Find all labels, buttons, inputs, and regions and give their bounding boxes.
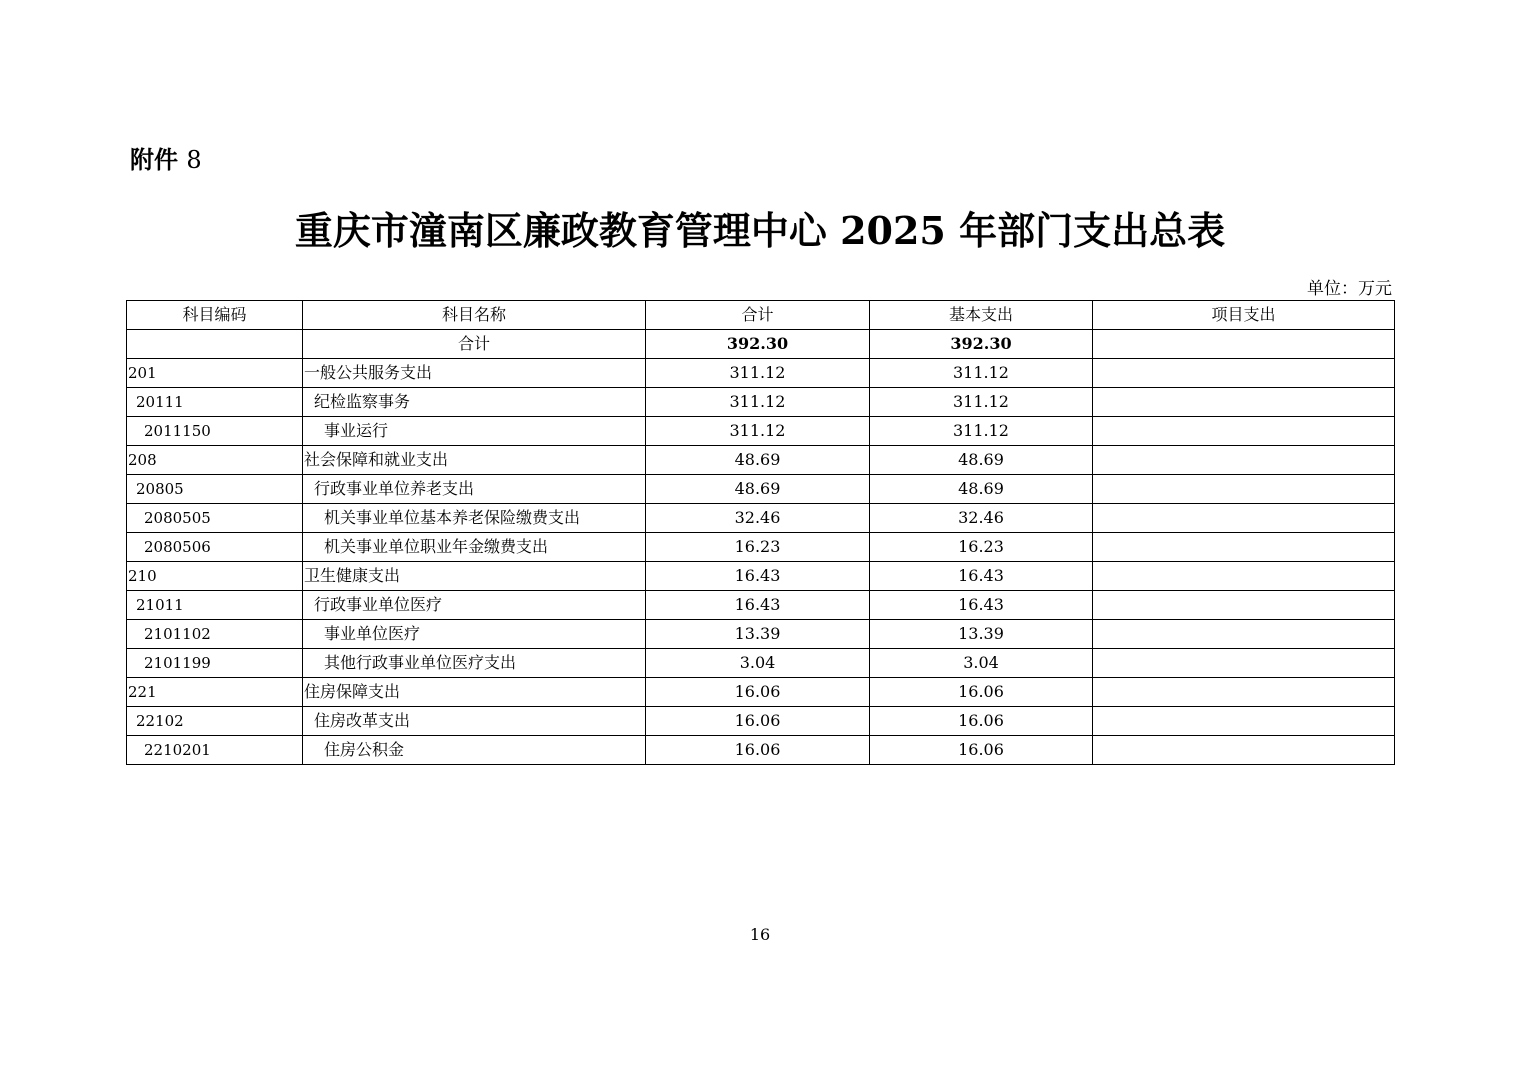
row-code: 2080505 [127, 504, 303, 533]
row-basic: 311.12 [870, 417, 1093, 446]
row-name: 住房公积金 [303, 736, 646, 765]
total-row [127, 330, 1395, 359]
row-basic: 311.12 [870, 388, 1093, 417]
column-header-project: 项目支出 [1093, 301, 1395, 330]
table-header-row [127, 301, 1395, 330]
table-row [127, 475, 1395, 504]
total-row-project [1093, 330, 1395, 359]
row-project [1093, 504, 1395, 533]
row-code: 210 [127, 562, 303, 591]
column-header-total: 合计 [646, 301, 870, 330]
table-row [127, 417, 1395, 446]
row-name: 机关事业单位职业年金缴费支出 [303, 533, 646, 562]
row-project [1093, 591, 1395, 620]
row-basic: 48.69 [870, 475, 1093, 504]
table-row [127, 649, 1395, 678]
table-row [127, 388, 1395, 417]
table-row [127, 562, 1395, 591]
attachment-label [130, 140, 202, 175]
table-row [127, 620, 1395, 649]
table-row [127, 446, 1395, 475]
page-title: 重庆市潼南区廉政教育管理中心 2025 年部门支出总表 [294, 208, 1226, 253]
row-project [1093, 359, 1395, 388]
row-code: 2210201 [127, 736, 303, 765]
row-name: 其他行政事业单位医疗支出 [303, 649, 646, 678]
column-header-name: 科目名称 [303, 301, 646, 330]
row-code: 2080506 [127, 533, 303, 562]
row-project [1093, 620, 1395, 649]
row-project [1093, 475, 1395, 504]
table-row [127, 504, 1395, 533]
row-name: 住房改革支出 [303, 707, 646, 736]
total-row-name: 合计 [303, 330, 646, 359]
row-name: 机关事业单位基本养老保险缴费支出 [303, 504, 646, 533]
row-name: 住房保障支出 [303, 678, 646, 707]
row-name: 事业运行 [303, 417, 646, 446]
unit-label: 单位：万元 [1307, 279, 1392, 299]
row-name: 纪检监察事务 [303, 388, 646, 417]
table-row [127, 533, 1395, 562]
total-row-code [127, 330, 303, 359]
column-header-code: 科目编码 [127, 301, 303, 330]
row-basic: 16.23 [870, 533, 1093, 562]
table-row [127, 359, 1395, 388]
row-total: 311.12 [646, 388, 870, 417]
row-code: 2011150 [127, 417, 303, 446]
row-project [1093, 446, 1395, 475]
row-total: 48.69 [646, 475, 870, 504]
row-total: 32.46 [646, 504, 870, 533]
row-name: 事业单位医疗 [303, 620, 646, 649]
row-total: 3.04 [646, 649, 870, 678]
row-code: 22102 [127, 707, 303, 736]
row-code: 20111 [127, 388, 303, 417]
row-code: 21011 [127, 591, 303, 620]
row-code: 221 [127, 678, 303, 707]
row-code: 208 [127, 446, 303, 475]
row-basic: 16.06 [870, 707, 1093, 736]
row-project [1093, 417, 1395, 446]
row-name: 行政事业单位养老支出 [303, 475, 646, 504]
row-total: 16.43 [646, 591, 870, 620]
row-total: 311.12 [646, 359, 870, 388]
column-header-basic: 基本支出 [870, 301, 1093, 330]
row-basic: 48.69 [870, 446, 1093, 475]
row-basic: 16.43 [870, 591, 1093, 620]
row-basic: 16.06 [870, 736, 1093, 765]
row-project [1093, 678, 1395, 707]
row-total: 16.43 [646, 562, 870, 591]
row-total: 311.12 [646, 417, 870, 446]
attachment-label-text: 附件 [130, 146, 178, 174]
total-row-total: 392.30 [646, 330, 870, 359]
row-basic: 311.12 [870, 359, 1093, 388]
row-total: 16.23 [646, 533, 870, 562]
row-code: 201 [127, 359, 303, 388]
row-total: 16.06 [646, 707, 870, 736]
row-project [1093, 388, 1395, 417]
total-row-basic: 392.30 [870, 330, 1093, 359]
row-basic: 3.04 [870, 649, 1093, 678]
row-project [1093, 707, 1395, 736]
row-code: 2101199 [127, 649, 303, 678]
row-code: 20805 [127, 475, 303, 504]
table-row [127, 591, 1395, 620]
row-name: 卫生健康支出 [303, 562, 646, 591]
row-name: 行政事业单位医疗 [303, 591, 646, 620]
attachment-number: 8 [186, 146, 202, 174]
page-number: 16 [749, 925, 771, 944]
row-basic: 16.06 [870, 678, 1093, 707]
row-basic: 32.46 [870, 504, 1093, 533]
row-total: 13.39 [646, 620, 870, 649]
row-name: 一般公共服务支出 [303, 359, 646, 388]
row-total: 48.69 [646, 446, 870, 475]
row-code: 2101102 [127, 620, 303, 649]
row-project [1093, 562, 1395, 591]
row-basic: 16.43 [870, 562, 1093, 591]
row-project [1093, 533, 1395, 562]
row-basic: 13.39 [870, 620, 1093, 649]
row-project [1093, 649, 1395, 678]
expenditure-table [126, 300, 1395, 765]
row-total: 16.06 [646, 678, 870, 707]
table-row [127, 736, 1395, 765]
table-row [127, 678, 1395, 707]
row-project [1093, 736, 1395, 765]
row-total: 16.06 [646, 736, 870, 765]
row-name: 社会保障和就业支出 [303, 446, 646, 475]
table-row [127, 707, 1395, 736]
